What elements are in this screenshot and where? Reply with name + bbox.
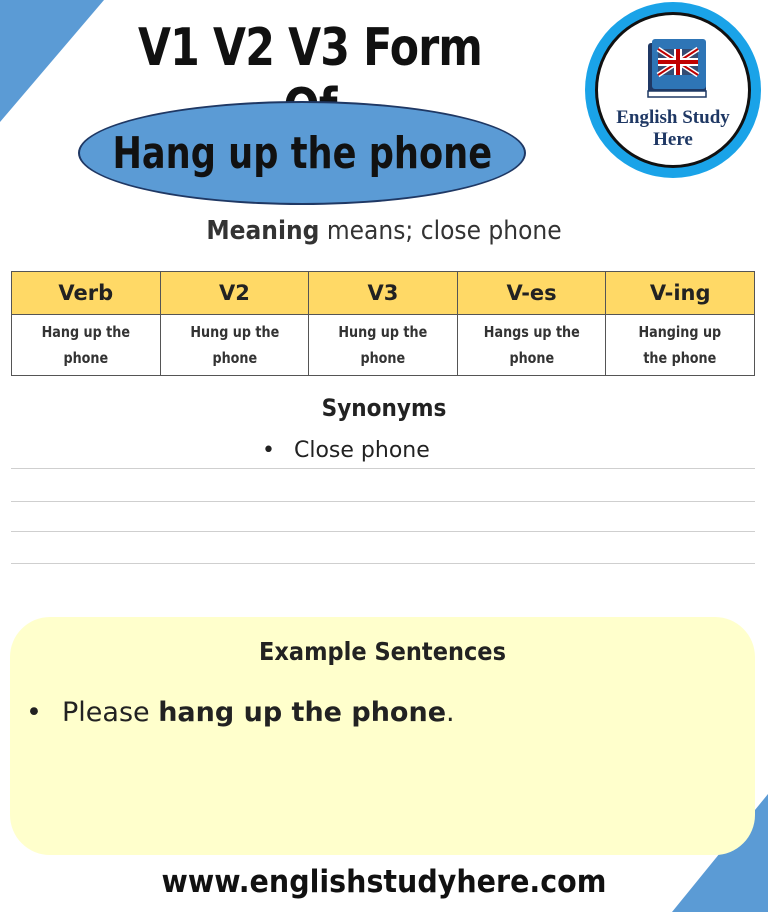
example-sentence-verb: hang up the phone xyxy=(158,697,447,728)
example-sentences-box xyxy=(10,617,755,855)
logo-text xyxy=(598,107,748,151)
divider-line xyxy=(11,501,755,502)
footer-url: www.englishstudyhere.com xyxy=(161,864,607,900)
table-cell-v-es: Hangs up the phone xyxy=(457,315,606,376)
book-flag-icon xyxy=(642,35,712,103)
corner-decoration-top-left xyxy=(0,0,104,122)
divider-line xyxy=(11,468,755,469)
divider-line xyxy=(11,563,755,564)
table-header-verb: Verb xyxy=(12,272,161,315)
table-header-row xyxy=(12,272,755,315)
table-header-v-ing: V-ing xyxy=(606,272,755,315)
table-cell-verb: Hang up the phone xyxy=(12,315,161,376)
logo-inner-circle xyxy=(595,12,751,168)
table-cell-v3: Hung up the phone xyxy=(309,315,458,376)
logo xyxy=(585,2,761,178)
verb-title: Hang up the phone xyxy=(112,127,492,179)
synonym-text: Close phone xyxy=(294,438,430,463)
divider-line xyxy=(11,531,755,532)
logo-text-line2: Here xyxy=(653,129,693,150)
meaning-line xyxy=(38,216,729,246)
verb-forms-table xyxy=(11,271,755,376)
meaning-label: Meaning xyxy=(206,216,320,246)
example-sentence-prefix: Please xyxy=(62,697,159,728)
example-sentences-heading: Example Sentences xyxy=(259,637,506,666)
table-cell-v2: Hung up the phone xyxy=(160,315,309,376)
table-header-v3: V3 xyxy=(309,272,458,315)
verb-banner xyxy=(78,101,526,205)
page-title: V1 V2 V3 Form xyxy=(137,18,483,78)
synonym-list-item xyxy=(262,438,430,463)
table-header-v-es: V-es xyxy=(457,272,606,315)
synonyms-heading: Synonyms xyxy=(321,394,447,422)
example-sentence-suffix: . xyxy=(446,697,455,728)
table-row xyxy=(12,315,755,376)
meaning-text: means; close phone xyxy=(319,216,562,246)
logo-text-line1: English Study xyxy=(616,107,730,128)
bullet-icon: • xyxy=(262,438,275,463)
bullet-icon: • xyxy=(26,697,42,728)
table-header-v2: V2 xyxy=(160,272,309,315)
example-sentence xyxy=(26,697,455,728)
table-cell-v-ing: Hanging up the phone xyxy=(606,315,755,376)
